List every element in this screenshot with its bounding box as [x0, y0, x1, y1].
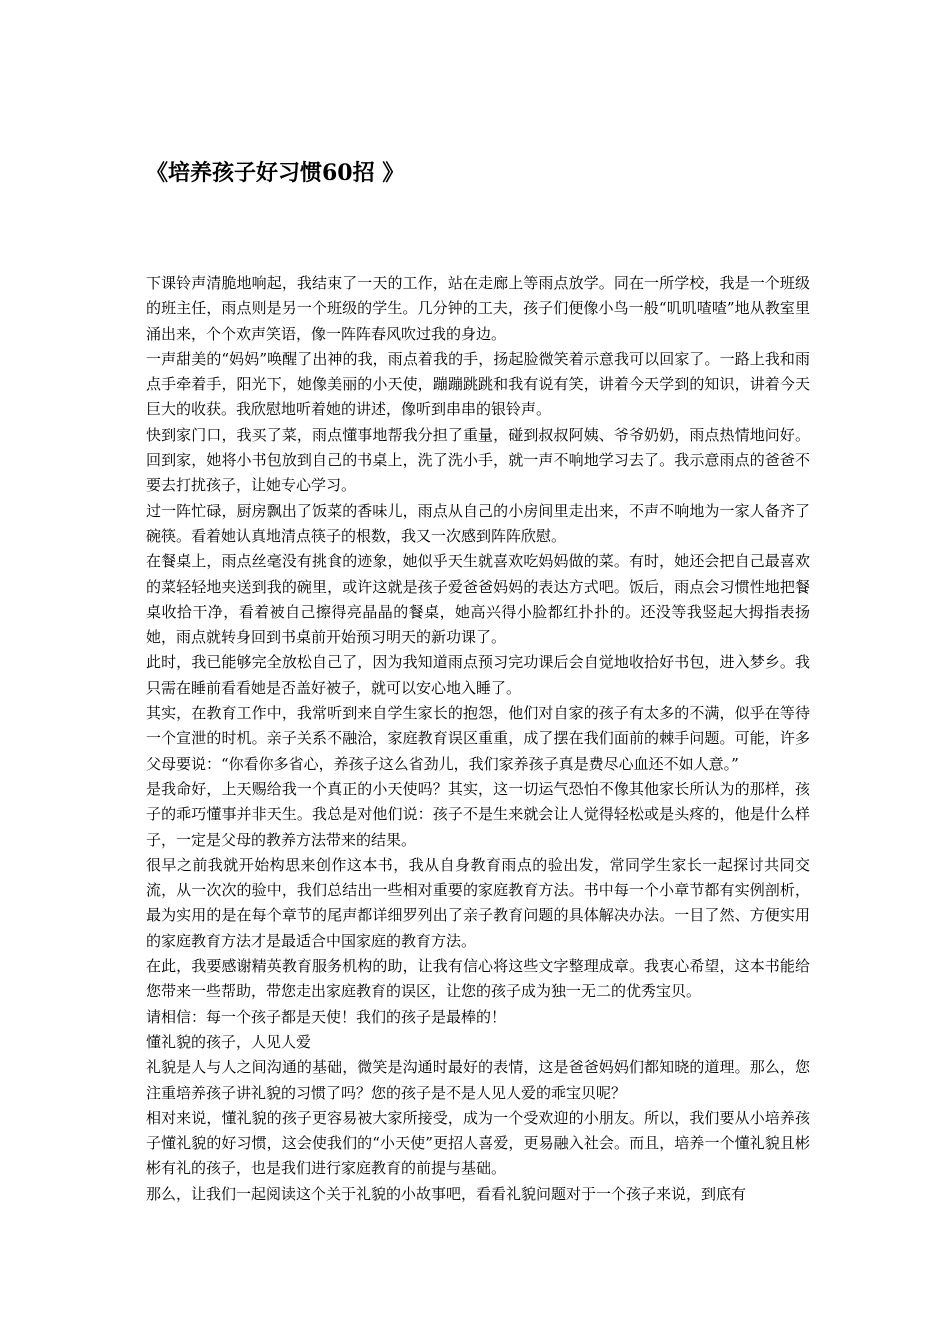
paragraph-parent-complaints: 其实，在教育工作中，我常听到来自学生家长的抱怨，他们对自家的孩子有太多的不满，似乎在等待一个宣泄的时机。亲子关系不融洽，家庭教育误区重重，成了摆在我们面前的棘手问题。可能，许多父母要说：“你看你多省心，养孩子这么省劲儿，我们家养孩子真是费尽心血还不如人意。” [146, 704, 810, 773]
paragraph-arrive-home: 快到家门口，我买了菜，雨点懂事地帮我分担了重量，碰到叔叔阿姨、爷爷奶奶，雨点热情地问好。回到家，她将小书包放到自己的书桌上，洗了洗小手，就一声不响地学习去了。我示意雨点的爸爸不要去打扰孩子，让她专心学习。 [146, 425, 810, 495]
paragraph-after-school: 下课铃声清脆地响起，我结束了一天的工作，站在走廊上等雨点放学。同在一所学校，我是一个班级的班主任，雨点则是另一个班级的学生。几分钟的工夫，孩子们便像小鸟一般“叽叽喳喳”地从教室里涌出来，个个欢声笑语，像一阵阵春风吹过我的身边。 [146, 274, 810, 343]
paragraph-believe: 请相信：每一个孩子都是天使！我们的孩子是最棒的！ [146, 1007, 507, 1026]
paragraph-dinner: 在餐桌上，雨点丝毫没有挑食的迹象，她似乎天生就喜欢吃妈妈做的菜。有时，她还会把自己最喜欢的菜轻轻地夹送到我的碗里，或许这就是孩子爱爸爸妈妈的表达方式吧。饭后，雨点会习惯性地把餐桌收拾干净，看着被自己擦得亮晶晶的餐桌，她高兴得小脸都红扑扑的。还没等我竖起大拇指表扬她，雨点就转身回到书桌前开始预习明天的新功课了。 [146, 552, 810, 647]
paragraph-set-table: 过一阵忙碌，厨房飘出了饭菜的香味儿，雨点从自己的小房间里走出来，不声不响地为一家人备齐了碗筷。看着她认真地清点筷子的根数，我又一次感到阵阵欣慰。 [146, 501, 810, 545]
section-heading-politeness: 懂礼貌的孩子，人见人爱 [146, 1032, 312, 1051]
document-title: 《培养孩子好习惯60招 》 [146, 160, 405, 186]
paragraph-politeness-habit: 相对来说，懂礼貌的孩子更容易被大家所接受，成为一个受欢迎的小朋友。所以，我们要从小培养孩子懂礼貌的好习惯，这会使我们的“小天使”更招人喜爱，更易融入社会。而且，培养一个懂礼貌且彬彬有礼的孩子，也是我们进行家庭教育的前提与基础。 [146, 1108, 810, 1178]
paragraph-not-born: 是我命好，上天赐给我一个真正的小天使吗？其实，这一切运气恐怕不像其他家长所认为的那样，孩子的乖巧懂事并非天生。我总是对他们说：孩子不是生来就会让人觉得轻松或是头疼的，他是什么样子，一定是父母的教养方法带来的结果。 [146, 779, 810, 849]
paragraph-book-origin: 很早之前我就开始构思来创作这本书，我从自身教育雨点的验出发，常同学生家长一起探讨共同交流，从一次次的验中，我们总结出一些相对重要的家庭教育方法。书中每一个小章节都有实例剖析，最为实用的是在每个章节的尾声都详细罗列出了亲子教育问题的具体解决办法。一目了然、方便实用的家庭教育方法才是最适合中国家庭的教育方法。 [146, 855, 810, 950]
paragraph-bedtime: 此时，我已能够完全放松自己了，因为我知道雨点预习完功课后会自觉地收拾好书包，进入梦乡。我只需在睡前看看她是否盖好被子，就可以安心地入睡了。 [146, 653, 810, 697]
paragraph-politeness-basis: 礼貌是人与人之间沟通的基础，微笑是沟通时最好的表情，这是爸爸妈妈们都知晓的道理。那么，您注重培养孩子讲礼貌的习惯了吗？您的孩子是不是人见人爱的乖宝贝呢？ [146, 1058, 810, 1102]
document-body [146, 271, 810, 1207]
paragraph-thanks: 在此，我要感谢精英教育服务机构的助，让我有信心将这些文字整理成章。我衷心希望，这本书能给您带来一些帮助，带您走出家庭教育的误区，让您的孩子成为独一无二的优秀宝贝。 [146, 957, 810, 1001]
paragraph-walk-home: 一声甜美的“妈妈”唤醒了出神的我，雨点着我的手，扬起脸微笑着示意我可以回家了。一路上我和雨点手牵着手，阳光下，她像美丽的小天使，蹦蹦跳跳和我有说有笑，讲着今天学到的知识，讲着今天巨大的收获。我欣慰地听着她的讲述，像听到串串的银铃声。 [146, 349, 810, 419]
paragraph-story-intro: 那么，让我们一起阅读这个关于礼貌的小故事吧，看看礼貌问题对于一个孩子来说，到底有 [146, 1184, 747, 1203]
